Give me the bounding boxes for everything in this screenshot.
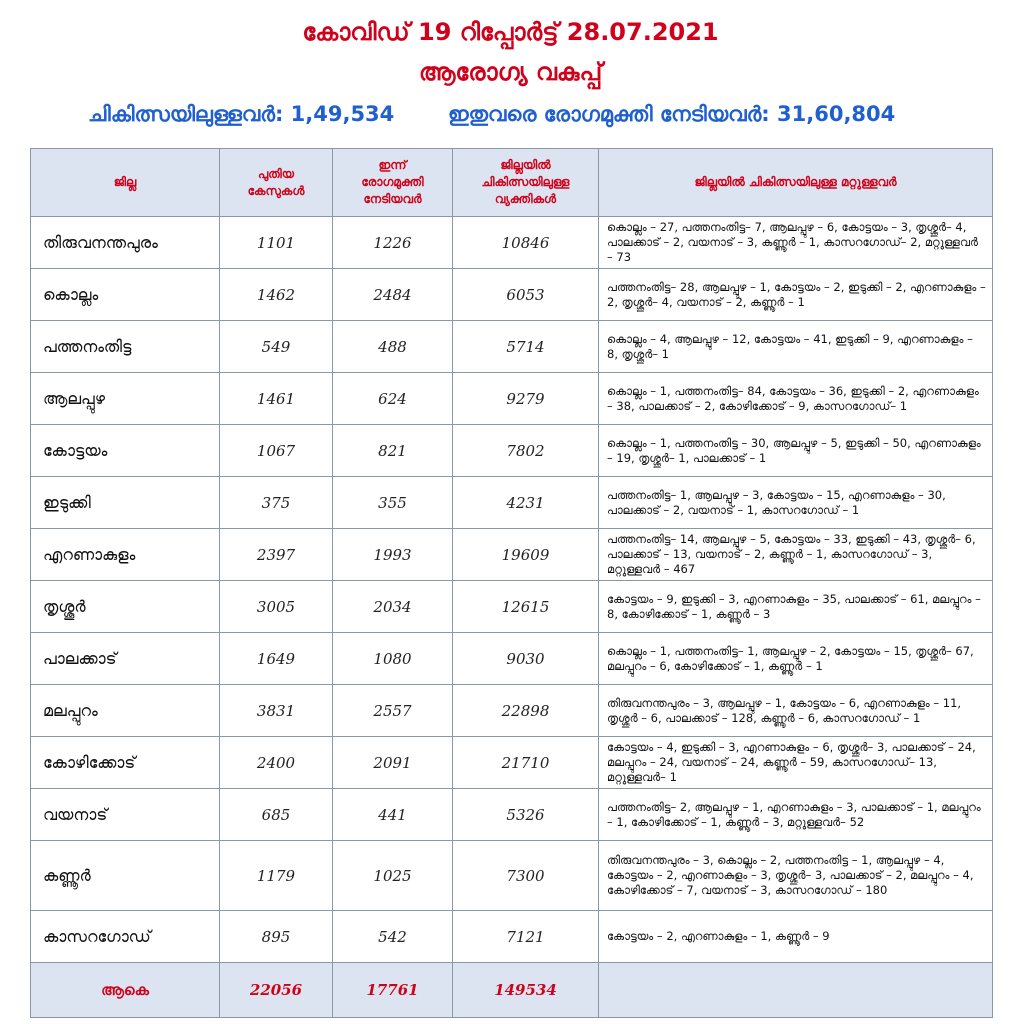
others-breakdown: തിരുവനന്തപുരം – 3, കൊല്ലം – 2, പത്തനംതിട്ട – 1, ആലപ്പുഴ – 4, കോട്ടയം – 2, എറണാകുളം – 3, തൃശ്ശൂർ– 3, പാലക്കാട് – 2, മലപ്പുറം – 4, കോഴിക്കോട് – 7, വയനാട് – 3, കാസറഗോഡ് – 180 bbox=[599, 841, 993, 911]
recovered-today: 1993 bbox=[333, 529, 453, 581]
under-treatment: 7802 bbox=[453, 425, 599, 477]
recovered-today: 821 bbox=[333, 425, 453, 477]
under-treatment: 22898 bbox=[453, 685, 599, 737]
total-under-treatment: 149534 bbox=[453, 963, 599, 1018]
table-row bbox=[31, 685, 993, 737]
table-row bbox=[31, 581, 993, 633]
new-cases: 2400 bbox=[220, 737, 333, 789]
recovered-total-stat: ഇതുവരെ രോഗമുക്തി നേടിയവർ: 31,60,804 bbox=[448, 102, 896, 126]
new-cases: 3831 bbox=[220, 685, 333, 737]
under-treatment: 6053 bbox=[453, 269, 599, 321]
header-new-cases: പുതിയ കേസുകൾ bbox=[220, 149, 333, 217]
table-row bbox=[31, 425, 993, 477]
under-treatment: 5714 bbox=[453, 321, 599, 373]
table-row bbox=[31, 841, 993, 911]
district-name: കൊല്ലം bbox=[31, 269, 220, 321]
totals-empty-cell bbox=[599, 963, 993, 1018]
table-row bbox=[31, 373, 993, 425]
district-name: പാലക്കാട് bbox=[31, 633, 220, 685]
report-title: കോവിഡ് 19 റിപ്പോർട്ട് 28.07.2021 bbox=[302, 18, 719, 46]
new-cases: 375 bbox=[220, 477, 333, 529]
table-row bbox=[31, 269, 993, 321]
totals-label: ആകെ bbox=[31, 963, 220, 1018]
table-row bbox=[31, 789, 993, 841]
recovered-today: 441 bbox=[333, 789, 453, 841]
new-cases: 3005 bbox=[220, 581, 333, 633]
district-name: പത്തനംതിട്ട bbox=[31, 321, 220, 373]
recovered-today: 2091 bbox=[333, 737, 453, 789]
others-breakdown: കൊല്ലം – 27, പത്തനംതിട്ട– 7, ആലപ്പുഴ – 6, കോട്ടയം – 3, തൃശ്ശൂർ– 4, പാലക്കാട് – 2, വയനാട് – 3, കണ്ണൂർ – 1, കാസറഗോഡ്– 2, മറ്റുള്ളവർ – 73 bbox=[599, 217, 993, 269]
recovered-today: 1025 bbox=[333, 841, 453, 911]
district-name: വയനാട് bbox=[31, 789, 220, 841]
department-title: ആരോഗ്യ വകുപ്പ് bbox=[418, 58, 603, 86]
under-treatment: 9279 bbox=[453, 373, 599, 425]
summary-stats bbox=[0, 98, 1021, 134]
new-cases: 1067 bbox=[220, 425, 333, 477]
district-name: മലപ്പുറം bbox=[31, 685, 220, 737]
recovered-today: 355 bbox=[333, 477, 453, 529]
new-cases: 2397 bbox=[220, 529, 333, 581]
under-treatment: 10846 bbox=[453, 217, 599, 269]
totals-row bbox=[31, 963, 993, 1018]
table-header-row bbox=[31, 149, 993, 217]
district-name: തൃശ്ശൂർ bbox=[31, 581, 220, 633]
others-breakdown: തിരുവനന്തപുരം – 3, ആലപ്പുഴ – 1, കോട്ടയം – 6, എറണാകുളം – 11, തൃശ്ശൂർ – 6, പാലക്കാട് – 128, കണ്ണൂർ – 6, കാസറഗോഡ് – 1 bbox=[599, 685, 993, 737]
header-under-treatment: ജില്ലയിൽ ചികിത്സയിലുള്ള വ്യക്തികൾ bbox=[453, 149, 599, 217]
recovered-today: 542 bbox=[333, 911, 453, 963]
new-cases: 1101 bbox=[220, 217, 333, 269]
table-row bbox=[31, 911, 993, 963]
table-row bbox=[31, 321, 993, 373]
district-table bbox=[30, 148, 993, 1018]
under-treatment-stat: ചികിത്സയിലുള്ളവർ: 1,49,534 bbox=[88, 102, 395, 126]
total-recovered-today: 17761 bbox=[333, 963, 453, 1018]
district-name: ഇടുക്കി bbox=[31, 477, 220, 529]
under-treatment: 7300 bbox=[453, 841, 599, 911]
header-others: ജില്ലയിൽ ചികിത്സയിലുള്ള മറ്റുള്ളവർ bbox=[599, 149, 993, 217]
others-breakdown: പത്തനംതിട്ട– 14, ആലപ്പുഴ – 5, കോട്ടയം – 33, ഇടുക്കി – 43, തൃശ്ശൂർ– 6, പാലക്കാട് – 13, വയനാട് – 2, കണ്ണൂർ – 1, കാസറഗോഡ് – 3, മറ്റുള്ളവർ – 467 bbox=[599, 529, 993, 581]
under-treatment: 21710 bbox=[453, 737, 599, 789]
new-cases: 549 bbox=[220, 321, 333, 373]
table-row bbox=[31, 633, 993, 685]
others-breakdown: പത്തനംതിട്ട– 2, ആലപ്പുഴ – 1, എറണാകുളം – 3, പാലക്കാട് – 1, മലപ്പുറം – 1, കോഴിക്കോട് – 1, കണ്ണൂർ – 3, മറ്റുള്ളവർ– 52 bbox=[599, 789, 993, 841]
recovered-today: 1226 bbox=[333, 217, 453, 269]
others-breakdown: കോട്ടയം – 4, ഇടുക്കി – 3, എറണാകുളം – 6, തൃശ്ശൂർ– 3, പാലക്കാട് – 24, മലപ്പുറം – 24, വയനാട് – 24, കണ്ണൂർ – 59, കാസറഗോഡ്– 13, മറ്റുള്ളവർ– 1 bbox=[599, 737, 993, 789]
new-cases: 1649 bbox=[220, 633, 333, 685]
new-cases: 1179 bbox=[220, 841, 333, 911]
others-breakdown: കൊല്ലം – 4, ആലപ്പുഴ – 12, കോട്ടയം – 41, ഇടുക്കി – 9, എറണാകുളം – 8, തൃശ്ശൂർ– 1 bbox=[599, 321, 993, 373]
under-treatment: 12615 bbox=[453, 581, 599, 633]
district-name: ആലപ്പുഴ bbox=[31, 373, 220, 425]
recovered-today: 1080 bbox=[333, 633, 453, 685]
table-row bbox=[31, 737, 993, 789]
header-recovered-today: ഇന്ന് രോഗമുക്തി നേടിയവർ bbox=[333, 149, 453, 217]
new-cases: 1461 bbox=[220, 373, 333, 425]
under-treatment: 19609 bbox=[453, 529, 599, 581]
recovered-today: 2557 bbox=[333, 685, 453, 737]
recovered-today: 2484 bbox=[333, 269, 453, 321]
total-new-cases: 22056 bbox=[220, 963, 333, 1018]
others-breakdown: കൊല്ലം – 1, പത്തനംതിട്ട – 30, ആലപ്പുഴ – 5, ഇടുക്കി – 50, എറണാകുളം – 19, തൃശ്ശൂർ– 1, പാലക്കാട് – 1 bbox=[599, 425, 993, 477]
district-name: കണ്ണൂർ bbox=[31, 841, 220, 911]
table-row bbox=[31, 217, 993, 269]
others-breakdown: പത്തനംതിട്ട– 28, ആലപ്പുഴ – 1, കോട്ടയം – 2, ഇടുക്കി – 2, എറണാകുളം – 2, തൃശ്ശൂർ– 4, വയനാട് – 2, കണ്ണൂർ – 1 bbox=[599, 269, 993, 321]
others-breakdown: കോട്ടയം – 9, ഇടുക്കി – 3, എറണാകുളം – 35, പാലക്കാട് – 61, മലപ്പുറം – 8, കോഴിക്കോട് – 1, കണ്ണൂർ – 3 bbox=[599, 581, 993, 633]
under-treatment: 4231 bbox=[453, 477, 599, 529]
district-name: എറണാകുളം bbox=[31, 529, 220, 581]
new-cases: 1462 bbox=[220, 269, 333, 321]
others-breakdown: കൊല്ലം – 1, പത്തനംതിട്ട– 84, കോട്ടയം – 36, ഇടുക്കി – 2, എറണാകുളം – 38, പാലക്കാട് – 2, കോഴിക്കോട് – 9, കാസറഗോഡ്– 1 bbox=[599, 373, 993, 425]
under-treatment: 9030 bbox=[453, 633, 599, 685]
header-district: ജില്ല bbox=[31, 149, 220, 217]
table-row bbox=[31, 529, 993, 581]
new-cases: 685 bbox=[220, 789, 333, 841]
district-name: കോട്ടയം bbox=[31, 425, 220, 477]
table-row bbox=[31, 477, 993, 529]
recovered-today: 488 bbox=[333, 321, 453, 373]
under-treatment: 7121 bbox=[453, 911, 599, 963]
district-name: തിരുവനന്തപുരം bbox=[31, 217, 220, 269]
others-breakdown: കോട്ടയം – 2, എറണാകുളം – 1, കണ്ണൂർ – 9 bbox=[599, 911, 993, 963]
recovered-today: 2034 bbox=[333, 581, 453, 633]
district-name: കോഴിക്കോട് bbox=[31, 737, 220, 789]
others-breakdown: കൊല്ലം – 1, പത്തനംതിട്ട– 1, ആലപ്പുഴ – 2, കോട്ടയം – 15, തൃശ്ശൂർ– 67, മലപ്പുറം – 6, കോഴിക്കോട് – 1, കണ്ണൂർ – 1 bbox=[599, 633, 993, 685]
new-cases: 895 bbox=[220, 911, 333, 963]
under-treatment: 5326 bbox=[453, 789, 599, 841]
others-breakdown: പത്തനംതിട്ട– 1, ആലപ്പുഴ – 3, കോട്ടയം – 15, എറണാകുളം – 30, പാലക്കാട് – 2, വയനാട് – 1, കാസറഗോഡ് – 1 bbox=[599, 477, 993, 529]
district-name: കാസറഗോഡ് bbox=[31, 911, 220, 963]
recovered-today: 624 bbox=[333, 373, 453, 425]
